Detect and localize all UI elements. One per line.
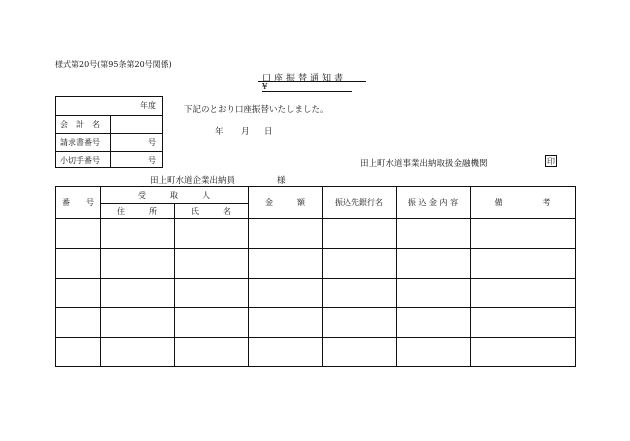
title-underline (258, 81, 366, 82)
date-year: 年 (215, 127, 224, 137)
row-line (56, 248, 575, 249)
seikyu-unit: 号 (148, 138, 156, 147)
date-day: 日 (264, 127, 273, 137)
amount-field (262, 91, 352, 92)
addressee-suffix: 様 (277, 176, 286, 186)
bank-label: 田上町水道事業出納取扱金融機関 (360, 159, 488, 169)
amount-symbol: ¥ (262, 82, 268, 92)
header-jusho: 住 所 (117, 207, 157, 216)
header-uketorinin: 受 取 人 (138, 191, 210, 200)
info-box-divider (110, 115, 111, 168)
header-furikomi-naiyo: 振 込 金 内 容 (407, 198, 459, 207)
info-row-nendo (56, 97, 162, 115)
col-line (174, 203, 175, 366)
info-row-seikyu (56, 133, 162, 151)
col-line (396, 187, 397, 366)
document-title: 口座振替通知書 (262, 74, 347, 84)
info-row-kogitte (56, 151, 162, 169)
info-row-kaikei (56, 115, 162, 133)
subheader-line (100, 203, 248, 204)
addressee: 田上町水道企業出納員 (150, 176, 236, 186)
notice-text: 下記のとおり口座振替いたしました。 (184, 105, 329, 115)
header-shimei: 氏 名 (191, 207, 231, 216)
seal-mark: 印 (547, 157, 555, 166)
header-bango: 番 号 (62, 198, 94, 207)
info-box (55, 96, 163, 168)
col-line (322, 187, 323, 366)
row-line (56, 307, 575, 308)
seikyu-label: 請求書番号 (60, 138, 100, 147)
row-line (56, 337, 575, 338)
header-kingaku: 金 額 (265, 198, 305, 207)
header-bottom-line (56, 218, 575, 219)
transfer-table (55, 186, 576, 367)
header-biko: 備 考 (494, 198, 551, 207)
form-number: 様式第20号(第95条第20号関係) (55, 60, 172, 69)
header-furikomi-bank: 振込先銀行名 (335, 198, 383, 207)
kogitte-unit: 号 (148, 156, 156, 165)
kaikei-label: 会 計 名 (60, 120, 100, 129)
row-line (56, 278, 575, 279)
nendo-label: 年度 (140, 101, 156, 110)
date-month: 月 (241, 127, 250, 137)
col-line (470, 187, 471, 366)
kogitte-label: 小切手番号 (60, 156, 100, 165)
col-line (248, 187, 249, 366)
